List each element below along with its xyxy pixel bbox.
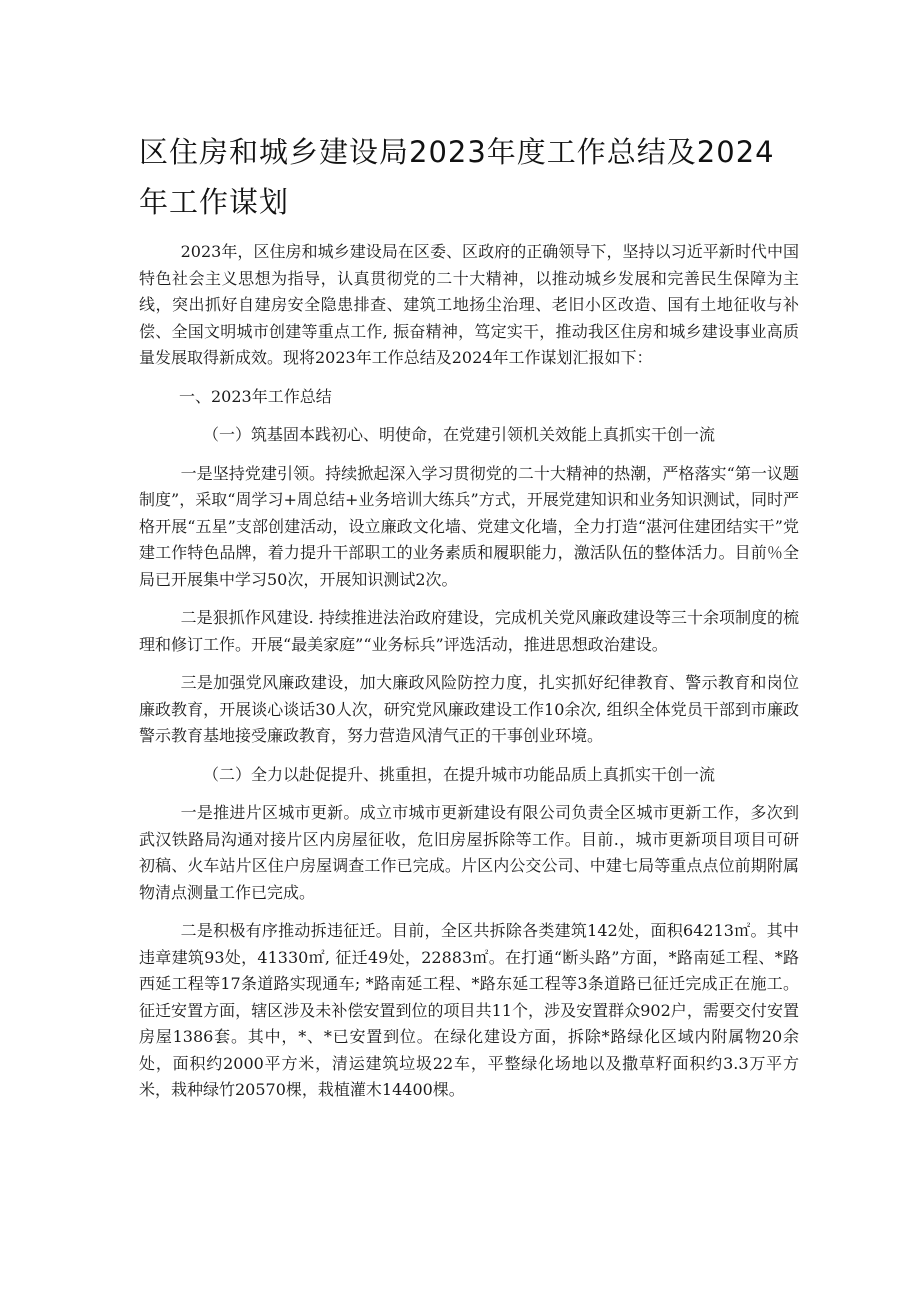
document-title: 区住房和城乡建设局2023年度工作总结及2024年工作谋划 <box>139 135 775 219</box>
body-paragraph: 一是坚持党建引领。持续掀起深入学习贯彻党的二十大精神的热潮，严格落实“第一议题制度”，采取“周学习+周总结+业务培训大练兵”方式，开展党建知识和业务知识测试，同时严格开展“五星”支部创建活动，设立廉政文化墙、党建文化墙，全力打造“湛河住建团结实干”党建工作特色品牌，着力提升干部职工的业务素质和履职能力，激活队伍的整体活力。目前％全局已开展集中学习50次，开展知识测试2次。 <box>139 463 799 589</box>
body-paragraph: 三是加强党风廉政建设，加大廉政风险防控力度，扎实抓好纪律教育、警示教育和岗位廉政教育，开展谈心谈话30人次，研究党风廉政建设工作10余次, 组织全体党员干部到市廉政警示教育基地接受廉政教育，努力营造风清气正的干事创业环境。 <box>139 673 799 745</box>
document-page <box>139 127 799 1116</box>
section-heading: 一、2023年工作总结 <box>179 386 332 406</box>
intro-paragraph: 2023年，区住房和城乡建设局在区委、区政府的正确领导下，坚持以习近平新时代中国特色社会主义思想为指导，认真贯彻党的二十大精神，以推动城乡发展和完善民生保障为主线，突出抓好自建房安全隐患排查、建筑工地扬尘治理、老旧小区改造、国有土地征收与补偿、全国文明城市创建等重点工作, 振奋精神，笃定实干，推动我区住房和城乡建设事业高质量发展取得新成效。现将2023年工作总结及2024年工作谋划汇报如下： <box>139 242 799 367</box>
body-paragraph: 二是积极有序推动拆违征迁。目前，全区共拆除各类建筑142处，面积64213㎡。其中违章建筑93处，41330㎡, 征迁49处，22883㎡。在打通“断头路”方面，*路南延工程、*路西延工程等17条道路实现通车; *路南延工程、*路东延工程等3条道路已征迁完成正在施工。征迁安置方面，辖区涉及未补偿安置到位的项目共11个，涉及安置群众902户，需要交付安置房屋1386套。其中，*、*已安置到位。在绿化建设方面，拆除*路绿化区域内附属物20余处，面积约2000平方米，清运建筑垃圾22车，平整绿化场地以及撒草籽面积约3.3万平方米，栽种绿竹20570棵，栽植灌木14400棵。 <box>139 921 799 1099</box>
subsection-heading: （二）全力以赴促提升、挑重担，在提升城市功能品质上真抓实干创一流 <box>203 764 716 784</box>
body-paragraph: 一是推进片区城市更新。成立市城市更新建设有限公司负责全区城市更新工作，多次到武汉铁路局沟通对接片区内房屋征收，危旧房屋拆除等工作。目前.，城市更新项目项目可研初稿、火车站片区住户房屋调查工作已完成。片区内公交公司、中建七局等重点点位前期附属物清点测量工作已完成。 <box>139 803 799 902</box>
body-paragraph: 二是狠抓作风建设. 持续推进法治政府建设，完成机关党风廉政建设等三十余项制度的梳理和修订工作。开展“最美家庭”“业务标兵”评选活动，推进思想政治建设。 <box>139 608 799 654</box>
subsection-heading: （一）筑基固本践初心、明使命，在党建引领机关效能上真抓实干创一流 <box>203 425 716 444</box>
